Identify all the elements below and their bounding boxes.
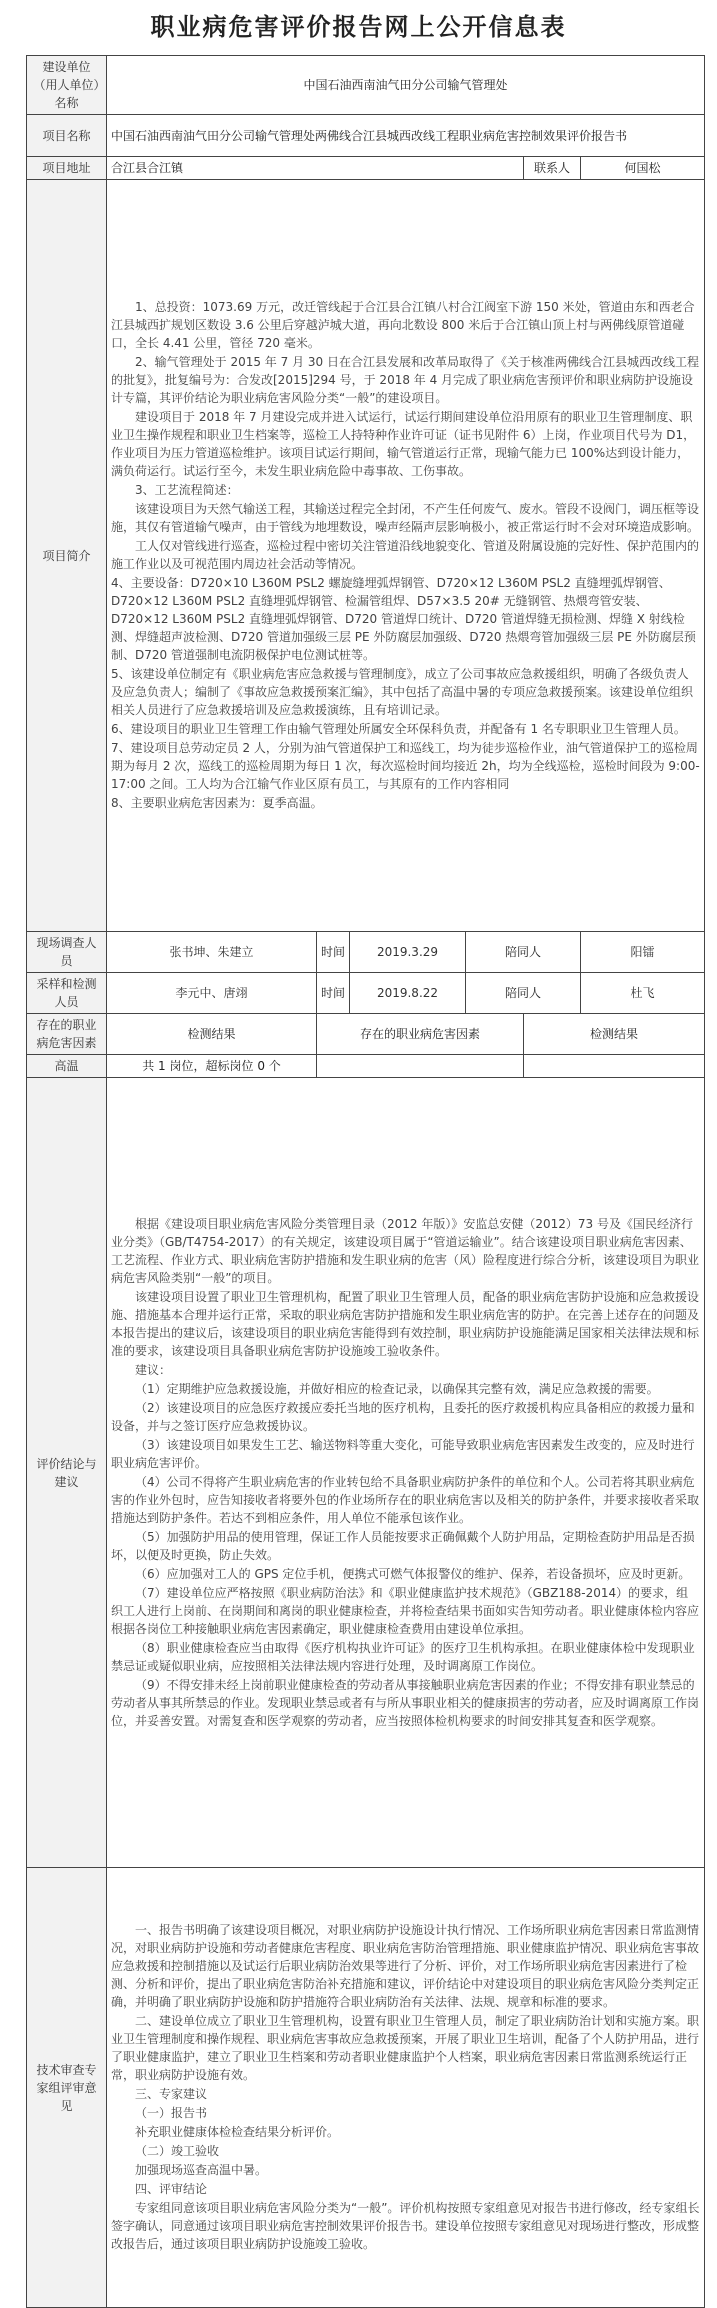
conclusion-paragraph: 该建设项目设置了职业卫生管理机构，配置了职业卫生管理人员，配备的职业病危害防护设施和应急救援设施、措施基本合理并运行正常，采取的职业病危害防护措施和发生职业病危害的防护。在完善上述存在的问题及本报告提出的建议后，该建设项目的职业病危害能得到有效控制，职业病防护设施能满足国家相关法律法规和标准的要求，该建设项目具备职业病危害防护设施竣工验收条件。: [111, 1289, 700, 1358]
address-label: 项目地址: [27, 157, 107, 180]
sampling-time: 2019.8.22: [350, 973, 466, 1014]
summary-paragraph: 该建设项目为天然气输送工程，其输送过程完全封闭，不产生任何废气、废水。管段不设阀门，调压框等设施，其仅有管道输气噪声，由于管线为地埋数设，噪声经隔声层影响极小，被正常运行时不会对环境造成影响。: [111, 502, 700, 534]
summary-paragraph: 工人仅对管线进行巡查，巡检过程中密切关注管道沿线地貌变化、管道及附属设施的完好性、保护范围内的施工作业以及可视范围内周边社会活动等情况。: [111, 539, 700, 571]
summary-paragraph: 6、建设项目的职业卫生管理工作由输气管理处所属安全环保科负责，并配备有 1 名专职职业卫生管理人员。: [111, 722, 686, 736]
review-paragraph: （一）报告书: [135, 2106, 208, 2120]
review-paragraph: 三、专家建议: [135, 2087, 208, 2101]
conclusion-paragraph: （6）应加强对工人的 GPS 定位手机，便携式可燃气体报警仪的维护、保养，若设备损坏，应及时更新。: [135, 1566, 691, 1581]
heat-empty-result: [524, 1055, 705, 1078]
summary-paragraph: 建设项目于 2018 年 7 月建设完成并进入试运行，试运行期间建设单位沿用原有的职业卫生管理制度、职业卫生操作规程和职业卫生档案等，巡检工人持特种作业许可证（证书见附件 6）上岗，作业项目代号为 D1，作业项目为压力管道巡检维护。该项目试运行期间，输气管道运行正常，现输气能力已 100%达到设计能力，满负荷运行。试运行至今，未发生职业病危险中毒事故、工伤事故。: [111, 410, 696, 478]
unit-row: [27, 56, 705, 115]
project-label: 项目名称: [27, 115, 107, 157]
conclusion-body: [107, 1078, 705, 1868]
heat-factor: 高温: [27, 1055, 107, 1078]
hazard-header-row: [27, 1014, 705, 1055]
survey-label: 现场调查人员: [27, 932, 107, 973]
sampling-names: 李元中、唐翊: [107, 973, 317, 1014]
survey-time: 2019.3.29: [350, 932, 466, 973]
project-row: [27, 115, 705, 157]
unit-label: 建设单位（用人单位）名称: [27, 56, 107, 115]
sampling-label: 采样和检测人员: [27, 973, 107, 1014]
heat-row: [27, 1055, 705, 1078]
address-value: 合江县合江镇: [107, 157, 524, 180]
conclusion-paragraph: 建议：: [135, 1362, 172, 1377]
sampling-companion: 杜飞: [581, 973, 705, 1014]
survey-names: 张书坤、朱建立: [107, 932, 317, 973]
conclusion-paragraph: （7）建设单位应严格按照《职业病防治法》和《职业健康监护技术规范》（GBZ188-2014）的要求，组织工人进行上岗前、在岗期间和离岗的职业健康检查，并将检查结果书面如实告知劳动者。职业健康体检内容应根据各岗位工种接触职业病危害因素确定，职业健康检查费用由建设单位承担。: [111, 1585, 700, 1636]
contact-value: 何国松: [581, 157, 705, 180]
review-row: [27, 1868, 705, 2308]
review-paragraph: （二）竣工验收: [135, 2144, 220, 2158]
summary-paragraph: 2、输气管理处于 2015 年 7 月 30 日在合江县发展和改革局取得了《关于核准两佛线合江县城西改线工程的批复》，批复编号为：合发改[2015]294 号，于 2018 年 4 月完成了职业病危害预评价和职业病防护设施设计专篇，其评价结论为职业病危害风险分类“一般”的建设项目。: [111, 355, 699, 405]
review-paragraph: 二、建设单位成立了职业卫生管理机构，设置有职业卫生管理人员，制定了职业病防治计划和实施方案。职业卫生管理制度和操作规程、职业病危害事故应急救援预案，开展了职业卫生培训，配备了个人防护用品，进行了职业健康监护，建立了职业卫生档案和劳动者职业健康监护个人档案，职业病危害因素日常监测系统运行正常，职业病防护设施有效。: [111, 2014, 700, 2082]
contact-label: 联系人: [524, 157, 581, 180]
summary-label: 项目简介: [27, 180, 107, 932]
review-paragraph: 专家组同意该项目职业病危害风险分类为“一般”。评价机构按照专家组意见对报告书进行修改，经专家组长签字确认，同意通过该项目职业病危害控制效果评价报告书。建设单位按照专家组意见对现场进行整改，形成整改报告后，通过该项目职业病防护设施竣工验收。: [111, 2201, 700, 2251]
summary-paragraph: 5、该建设单位制定有《职业病危害应急救援与管理制度》，成立了公司事故应急救援组织，明确了各级负责人及应急负责人；编制了《事故应急救援预案汇编》，其中包括了高温中暑的专项应急救援预案。该建设单位组织相关人员进行了应急救援培训及应急救援演练，且有培训记录。: [111, 667, 694, 717]
summary-paragraph: 1、总投资：1073.69 万元，改迁管线起于合江县合江镇八村合江阀室下游 150 米处，管道由东和西老合江县城西扩规划区数设 3.6 公里后穿越泸城大道，再向北数设 800 米后于合江镇山顶上村与两佛线原管道碰口，全长 4.41 公里，管径 720 毫米。: [111, 300, 695, 350]
heat-empty-factor: [317, 1055, 524, 1078]
hazard-factor-label-right: 存在的职业病危害因素: [317, 1014, 524, 1055]
review-paragraph: 补充职业健康体检检查结果分析评价。: [135, 2125, 340, 2139]
conclusion-paragraph: （8）职业健康检查应当由取得《医疗机构执业许可证》的医疗卫生机构承担。在职业健康体检中发现职业禁忌证或疑似职业病，应按照相关法律法规内容进行处理，及时调离原工作岗位。: [111, 1640, 695, 1673]
summary-paragraph: 4、主要设备：D720×10 L360M PSL2 螺旋缝埋弧焊钢管、D720×12 L360M PSL2 直缝埋弧焊钢管、D720×12 L360M PSL2 直缝埋弧焊钢管、检漏管组焊、D57×3.5 20# 无缝钢管、热煨弯管安装、D720×12 L360M PSL2 直缝埋弧焊钢管、D720 管道焊口统计、D720 管道焊缝无损检测、焊缝 X 射线检测、焊缝超声波检测、D720 管道加强级三层 PE 外防腐层加强级、D720 热煨弯管加强级三层 PE 外防腐层预制、D720 管道强制电流阴极保护电位测试桩等。: [111, 576, 696, 662]
conclusion-paragraph: （2）该建设项目的应急医疗救援应委托当地的医疗机构，且委托的医疗救援机构应具备相应的救援力量和设备，并与之签订医疗应急救援协议。: [111, 1400, 695, 1433]
summary-row: [27, 180, 705, 932]
disclosure-form-table: [26, 55, 705, 2308]
page-title: 职业病危害评价报告网上公开信息表: [150, 13, 567, 41]
address-row: [27, 157, 705, 180]
sampling-companion-label: 陪同人: [466, 973, 581, 1014]
survey-time-label: 时间: [317, 932, 350, 973]
conclusion-row: [27, 1078, 705, 1868]
survey-companion: 阳镭: [581, 932, 705, 973]
review-label: 技术审查专家组评审意见: [27, 1868, 107, 2308]
survey-row: [27, 932, 705, 973]
summary-body: [107, 180, 705, 932]
review-body: [107, 1868, 705, 2308]
review-paragraph: 一、报告书明确了该建设项目概况，对职业病防护设施设计执行情况、工作场所职业病危害因素日常监测情况，对职业病防护设施和劳动者健康危害程度、职业病危害防治管理措施、职业健康监护情况、职业病危害事故应急救援和控制措施以及试运行后职业病防治效果等进行了分析、评价，对工作场所职业病危害因素进行了检测、分析和评价，提出了职业病危害防治补充措施和建议，评价结论中对建设项目的职业病危害风险分类判定正确，并明确了职业病防护设施和防护措施符合职业病防治有关法律、法规、规章和标准的要求。: [111, 1923, 700, 2009]
survey-companion-label: 陪同人: [466, 932, 581, 973]
conclusion-paragraph: （3）该建设项目如果发生工艺、输送物料等重大变化，可能导致职业病危害因素发生改变的，应及时进行职业病危害评价。: [111, 1437, 695, 1470]
sampling-time-label: 时间: [317, 973, 350, 1014]
hazard-result-label-right: 检测结果: [524, 1014, 705, 1055]
conclusion-paragraph: （1）定期维护应急救援设施，并做好相应的检查记录，以确保其完整有效，满足应急救援的需要。: [135, 1381, 659, 1396]
conclusion-paragraph: （9）不得安排未经上岗前职业健康检查的劳动者从事接触职业病危害因素的作业；不得安排有职业禁忌的劳动者从事其所禁忌的作业。发现职业禁忌或者有与所从事职业相关的健康损害的劳动者，应及时调离原工作岗位，并妥善安置。对需复查和医学观察的劳动者，应当按照体检机构要求的时间安排其复查和医学观察。: [111, 1677, 700, 1728]
hazard-result-label-left: 检测结果: [107, 1014, 317, 1055]
summary-paragraph: 7、建设项目总劳动定员 2 人，分别为油气管道保护工和巡线工，均为徒步巡检作业，油气管道保护工的巡检周期为每月 2 次，巡线工的巡检周期为每日 1 次，每次巡检时间均接近 2h，均为全线巡检，巡检时间段为 9:00-17:00 之间。工人均为合江输气作业区原有员工，与其原有的工作内容相同: [111, 741, 700, 791]
conclusion-label: 评价结论与建议: [27, 1078, 107, 1868]
summary-paragraph: 8、主要职业病危害因素为：夏季高温。: [111, 796, 323, 810]
review-paragraph: 加强现场巡查高温中暑。: [135, 2163, 268, 2177]
conclusion-paragraph: （4）公司不得将产生职业病危害的作业转包给不具备职业病防护条件的单位和个人。公司若将其职业病危害的作业外包时，应告知接收者将要外包的作业场所存在的职业病危害以及相关的防护条件，并要求接收者采取措施达到防护条件。若达不到相应条件，用人单位不能承包该作业。: [111, 1474, 700, 1525]
heat-result: 共 1 岗位，超标岗位 0 个: [107, 1055, 317, 1078]
conclusion-paragraph: （5）加强防护用品的使用管理，保证工作人员能按要求正确佩戴个人防护用品，定期检查防护用品是否损坏，以便及时更换，防止失效。: [111, 1529, 695, 1562]
summary-paragraph: 3、工艺流程简述：: [135, 483, 239, 497]
hazard-factor-label-left: 存在的职业病危害因素: [27, 1014, 107, 1055]
conclusion-paragraph: 根据《建设项目职业病危害风险分类管理目录（2012 年版）》安监总安健（2012）73 号及《国民经济行业分类》（GB/T4754-2017）的有关规定，该建设项目属于“管道运输业”。结合该建设项目职业病危害因素、工艺流程、作业方式、职业病危害防护措施和发生职业病的危害（风）险程度进行综合分析，该建设项目为职业病危害风险类别“一般”的项目。: [111, 1216, 700, 1285]
unit-value: 中国石油西南油气田分公司输气管理处: [107, 56, 705, 115]
project-value: 中国石油西南油气田分公司输气管理处两佛线合江县城西改线工程职业病危害控制效果评价报告书: [107, 115, 705, 157]
review-paragraph: 四、评审结论: [135, 2182, 208, 2196]
sampling-row: [27, 973, 705, 1014]
